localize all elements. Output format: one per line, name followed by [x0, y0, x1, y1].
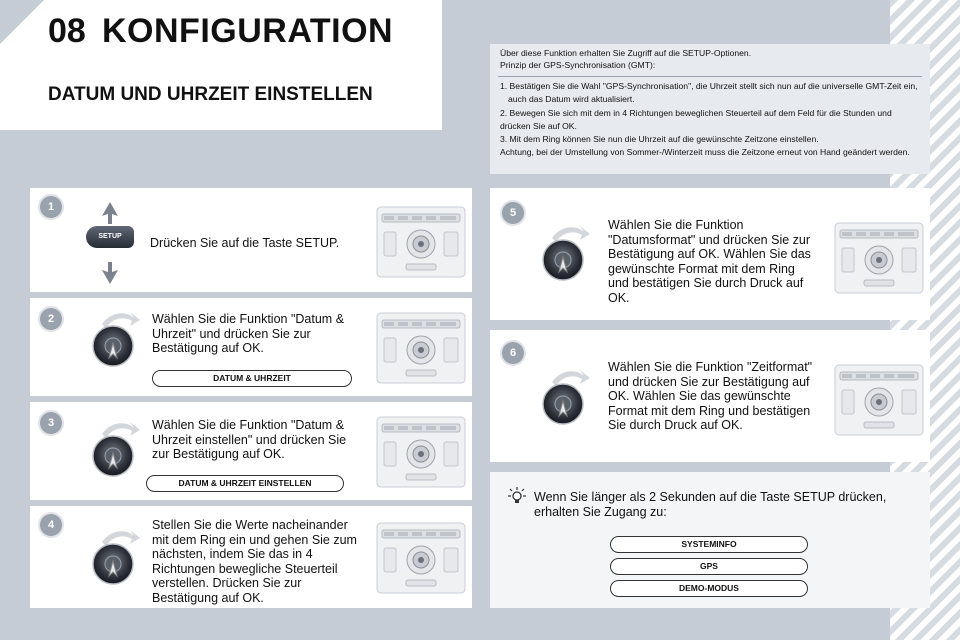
step-5-text: Wählen Sie die Funktion "Datumsformat" und drücken Sie zur Bestätigung auf OK. Wählen Sie das gewünschte Format mit dem Ring und bestätigen Sie durch Druck auf OK. [608, 218, 811, 305]
intro-line-1: Über diese Funktion erhalten Sie Zugriff auf die SETUP-Optionen. [500, 48, 752, 58]
option-gps: GPS [610, 558, 808, 575]
radio-unit-image [834, 222, 924, 294]
rotary-knob-icon [534, 224, 592, 282]
step-4-badge: 4 [40, 514, 62, 536]
header-corner-cut [0, 0, 44, 44]
intro-item-1: 1. Bestätigen Sie die Wahl "GPS-Synchronisation", die Uhrzeit stellt sich nun auf die universelle GMT-Zeit ein, auch das Datum wird aktualisiert. [500, 81, 918, 104]
step-3-panel [30, 402, 472, 500]
rotary-knob-icon [84, 420, 142, 478]
step-1-badge: 1 [40, 196, 62, 218]
step-6-text: Wählen Sie die Funktion "Zeitformat" und drücken Sie zur Bestätigung auf OK. Wählen Sie das gewünschte Format mit dem Ring und bestätigen Sie durch Druck auf OK. [608, 360, 813, 432]
radio-unit-image [834, 364, 924, 436]
radio-unit-image [376, 522, 466, 594]
chapter-number: 08 [48, 12, 86, 50]
intro-note: Achtung, bei der Umstellung von Sommer-/Winterzeit muss die Zeitzone erneut von Hand geändert werden. [500, 147, 910, 157]
radio-unit-image [376, 312, 466, 384]
step-3-text: Wählen Sie die Funktion "Datum & Uhrzeit einstellen" und drücken Sie zur Bestätigung auf OK. [152, 418, 347, 461]
step-1-panel [30, 188, 472, 292]
radio-unit-image [376, 206, 466, 278]
light-bulb-icon [506, 486, 528, 508]
step-6-badge: 6 [502, 342, 524, 364]
step-2-badge: 2 [40, 308, 62, 330]
step-3-badge: 3 [40, 412, 62, 434]
rotary-knob-icon [534, 368, 592, 426]
step-5-panel [490, 188, 930, 320]
intro-item-3: 3. Mit dem Ring können Sie nun die Uhrzeit auf die gewünschte Zeitzone einstellen. [500, 134, 819, 144]
step-2-text: Wählen Sie die Funktion "Datum & Uhrzeit" und drücken Sie zur Bestätigung auf OK. [152, 312, 345, 355]
option-systeminfo: SYSTEMINFO [610, 536, 808, 553]
step-4-text: Stellen Sie die Werte nacheinander mit dem Ring ein und gehen Sie zum nächsten, indem Sie das in 4 Richtungen bewegliche Steuerteil verstellen. Drücken Sie zur Bestätigung auf OK. [152, 518, 357, 605]
step-1-text: Drücken Sie auf die Taste SETUP. [150, 236, 340, 250]
setup-button[interactable]: SETUP [86, 226, 134, 248]
page-title: KONFIGURATION [102, 12, 394, 50]
rotary-knob-icon [84, 310, 142, 368]
intro-divider [498, 76, 922, 77]
chapter-header [0, 0, 442, 130]
page-subtitle: DATUM UND UHRZEIT EINSTELLEN [48, 84, 373, 105]
menu-label-datum-uhrzeit: DATUM & UHRZEIT [152, 370, 352, 387]
tip-panel [490, 472, 930, 608]
step-5-badge: 5 [502, 202, 524, 224]
step-6-panel [490, 330, 930, 462]
step-4-panel [30, 506, 472, 608]
menu-label-datum-uhrzeit-einstellen: DATUM & UHRZEIT EINSTELLEN [146, 475, 344, 492]
intro-line-2: Prinzip der GPS-Synchronisation (GMT): [500, 60, 656, 70]
intro-box [490, 44, 930, 174]
step-2-panel [30, 298, 472, 396]
radio-unit-image [376, 416, 466, 488]
rotary-knob-icon [84, 528, 142, 586]
press-arrow-icon [100, 202, 120, 284]
tip-text: Wenn Sie länger als 2 Sekunden auf die Taste SETUP drücken, erhalten Sie Zugang zu: [534, 490, 887, 519]
intro-item-2: 2. Bewegen Sie sich mit dem in 4 Richtungen beweglichen Steuerteil auf dem Feld für die Stunden und drücken Sie auf OK. [500, 108, 892, 131]
option-demo-modus: DEMO-MODUS [610, 580, 808, 597]
